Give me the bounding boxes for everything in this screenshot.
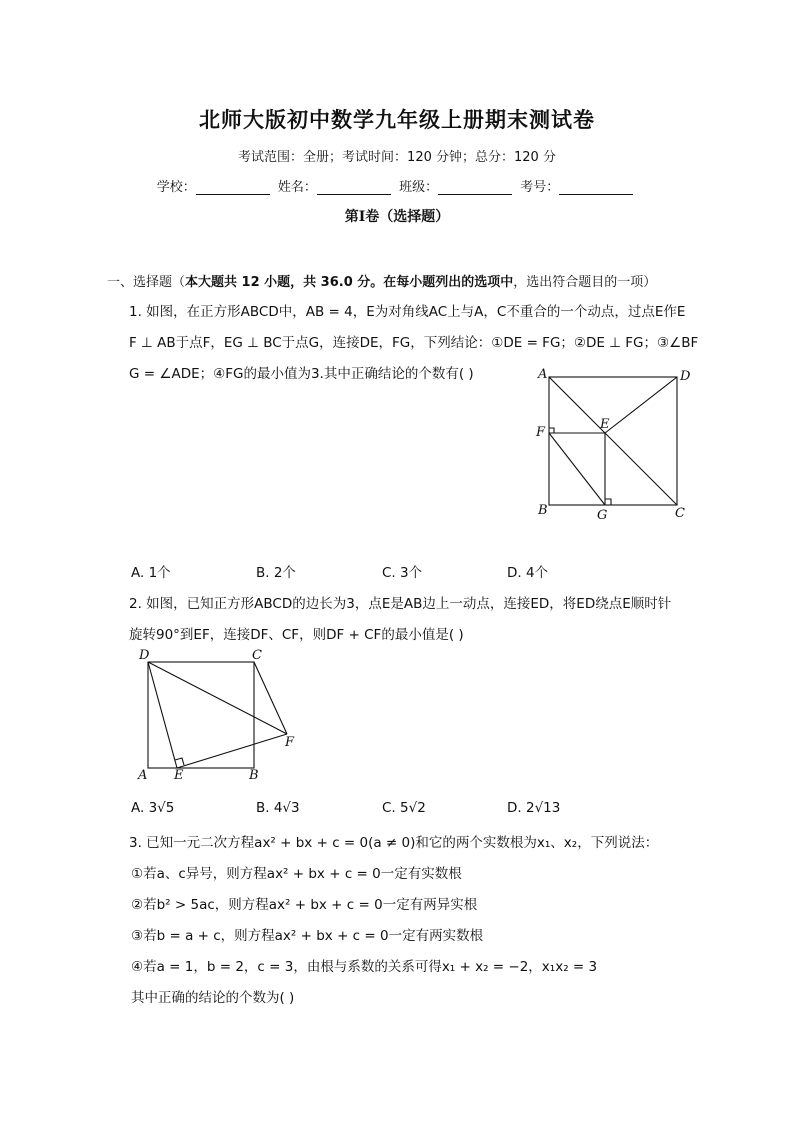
q1-line3: G = ∠ADE；④FG的最小值为3.其中正确结论的个数有( ) [129, 366, 474, 382]
q1-diagonal-ac [549, 377, 677, 505]
q3-line1: 3. 已知一元二次方程ax² + bx + c = 0(a ≠ 0)和它的两个实数根为x₁、x₂，下列说法： [129, 835, 659, 851]
q2-label-c: C [252, 648, 262, 663]
q2-segment-cf [254, 662, 287, 734]
school-blank[interactable] [196, 182, 270, 195]
name-label: 姓名： [277, 180, 317, 195]
q2-option-b[interactable]: B. 4√3 [256, 800, 300, 816]
class-label: 班级： [399, 180, 439, 195]
q2-label-f: F [285, 735, 295, 750]
q2-segment-df [148, 662, 287, 734]
q1-option-c[interactable]: C. 3个 [382, 565, 423, 581]
q1-right-angle-f [549, 428, 554, 433]
q2-label-a: A [138, 768, 148, 783]
section-heading [107, 271, 656, 290]
id-blank[interactable] [559, 182, 633, 195]
q3-item4: ④若a = 1，b = 2，c = 3，由根与系数的关系可得x₁ + x₂ = −2，x₁x₂ = 3 [131, 959, 598, 975]
q1-label-b: B [538, 503, 548, 518]
q2-figure [132, 645, 307, 785]
q3-item1: ①若a、c异号，则方程ax² + bx + c = 0一定有实数根 [131, 866, 462, 882]
q1-option-d[interactable]: D. 4个 [507, 565, 549, 581]
q1-line2: F ⊥ AB于点F，EG ⊥ BC于点G，连接DE，FG，下列结论：①DE = FG；②DE ⊥ FG；③∠BF [129, 335, 699, 351]
section-bold: 本大题共 12 小题，共 36.0 分。在每小题列出的选项中 [185, 275, 514, 290]
q3-item2: ②若b² > 5ac，则方程ax² + bx + c = 0一定有两异实根 [131, 897, 478, 913]
q1-figure [530, 362, 700, 527]
q2-option-a[interactable]: A. 3√5 [131, 800, 175, 816]
q1-label-c: C [675, 506, 685, 521]
q1-label-f: F [536, 425, 546, 440]
id-label: 考号： [520, 180, 560, 195]
q3-question: 其中正确的结论的个数为( ) [131, 990, 295, 1006]
q1-option-b[interactable]: B. 2个 [256, 565, 296, 581]
q1-label-g: G [597, 508, 608, 523]
q2-segment-de [148, 662, 177, 768]
student-info-row [0, 176, 794, 195]
q2-label-e: E [174, 768, 184, 783]
page-title: 北师大版初中数学九年级上册期末测试卷 [199, 107, 595, 132]
q1-line1: 1. 如图，在正方形ABCD中，AB = 4，E为对角线AC上与A，C不重合的一个动点，过点E作E [129, 304, 686, 320]
class-blank[interactable] [438, 182, 512, 195]
q1-label-a: A [538, 367, 548, 382]
q1-label-e: E [600, 417, 610, 432]
q2-label-d: D [139, 648, 150, 663]
q2-option-d[interactable]: D. 2√13 [507, 800, 561, 816]
q2-line1: 2. 如图，已知正方形ABCD的边长为3，点E是AB边上一动点，连接ED，将ED绕点E顺时针 [129, 596, 672, 612]
q1-segment-de [605, 377, 677, 433]
q1-option-a[interactable]: A. 1个 [131, 565, 171, 581]
section-tail: ，选出符合题目的一项） [513, 275, 657, 290]
q1-label-d: D [680, 369, 691, 384]
q2-segment-ef [177, 734, 287, 768]
q2-label-b: B [249, 768, 259, 783]
section-label: 一、选择题（ [107, 275, 186, 290]
volume-heading: 第Ⅰ卷（选择题） [344, 209, 450, 225]
q2-line2: 旋转90°到EF，连接DF、CF，则DF + CF的最小值是( ) [129, 627, 464, 643]
q2-option-c[interactable]: C. 5√2 [382, 800, 426, 816]
q1-segment-fg [549, 433, 605, 505]
exam-info: 考试范围：全册；考试时间：120 分钟；总分：120 分 [238, 150, 556, 165]
school-label: 学校： [156, 180, 196, 195]
q1-right-angle-g [605, 499, 611, 505]
q2-square [148, 662, 254, 768]
name-blank[interactable] [317, 182, 391, 195]
q3-item3: ③若b = a + c，则方程ax² + bx + c = 0一定有两实数根 [131, 928, 484, 944]
